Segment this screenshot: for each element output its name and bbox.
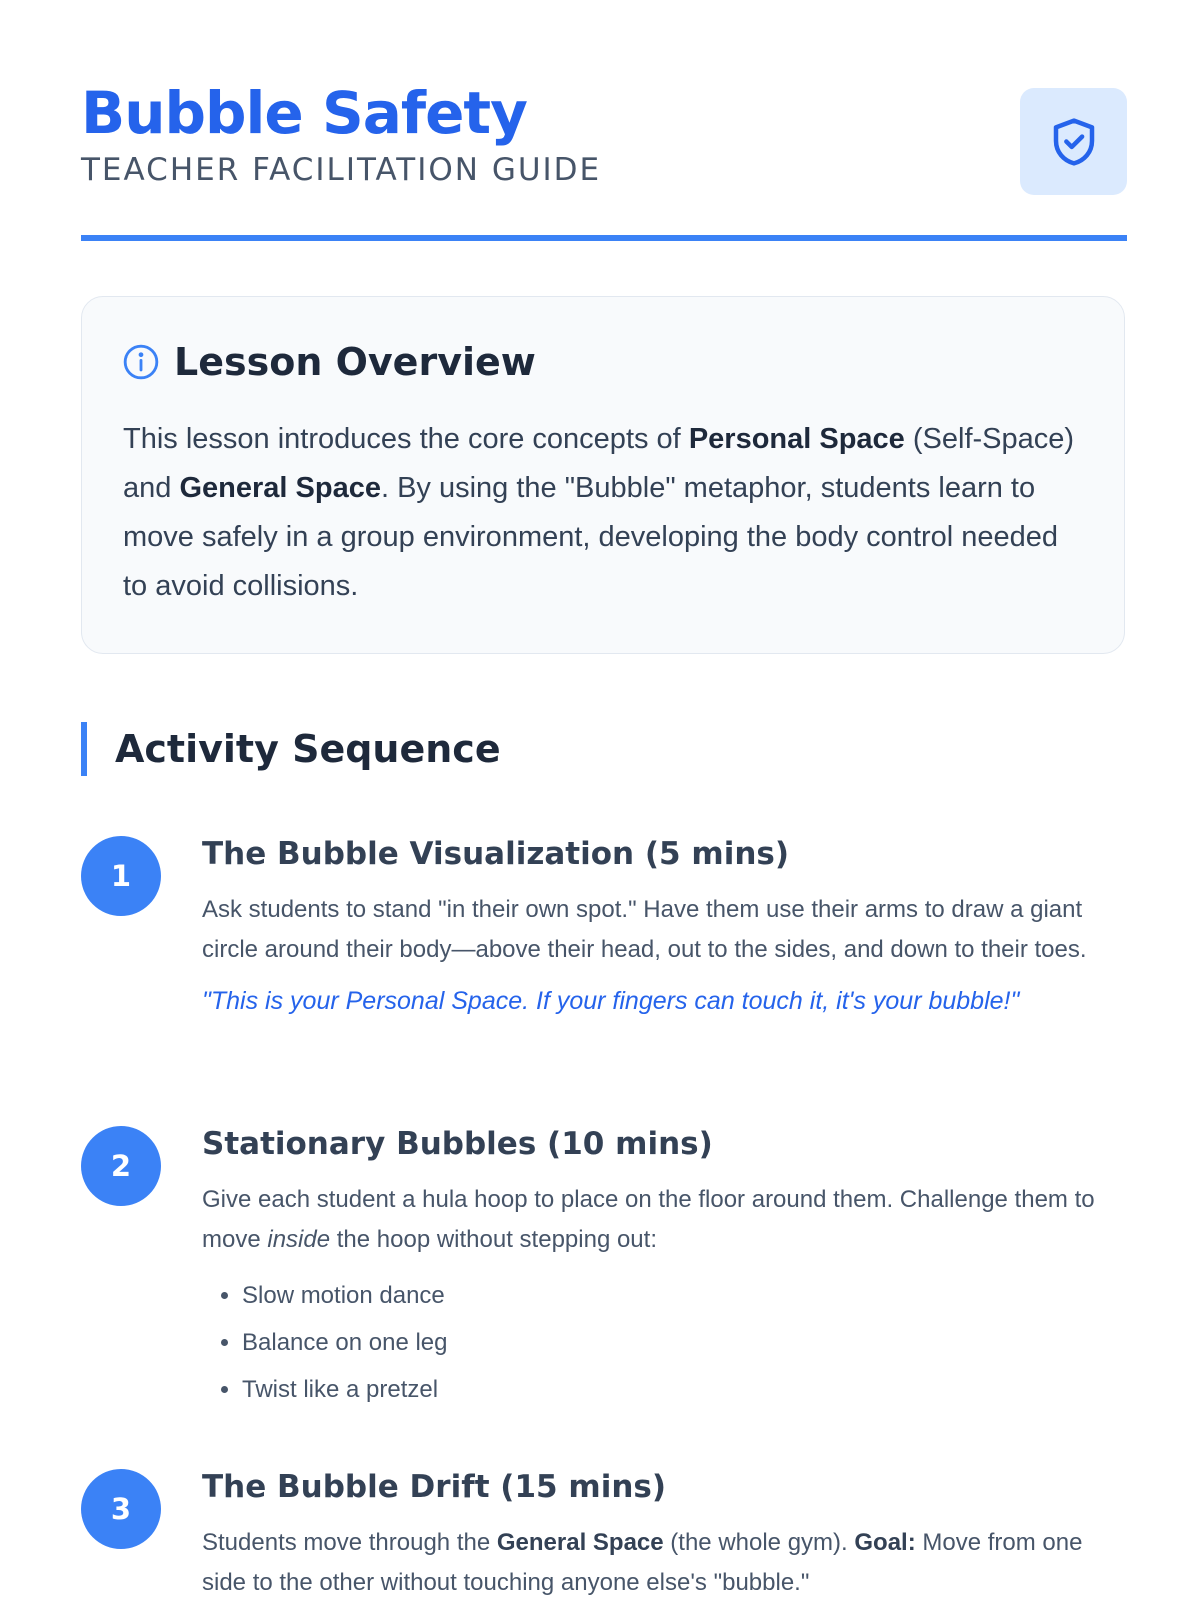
info-icon [122, 343, 160, 381]
page-header [81, 80, 1127, 240]
step-text-part: Move from one side to the other without touching anyone else's "bubble." [202, 1529, 1083, 1596]
shield-badge [1020, 88, 1127, 195]
step-bullet-list [202, 1272, 1127, 1413]
page-title: Bubble Safety [81, 79, 527, 147]
step-bold-term: General Space [496, 1529, 664, 1556]
step-description [202, 1180, 1127, 1260]
step-text-part: Students move through the [202, 1529, 497, 1556]
step-number-badge: 2 [81, 1126, 161, 1206]
step-number-badge: 1 [81, 836, 161, 916]
section-accent-bar [81, 722, 87, 776]
overview-bold-term: Personal Space [688, 423, 905, 455]
overview-text [123, 415, 1083, 611]
page-subtitle: TEACHER FACILITATION GUIDE [81, 152, 602, 188]
overview-text-part: . By using the "Bubble" metaphor, students learn to move safely in a group environment, developing the body control needed to avoid collisions. [123, 472, 1059, 602]
step-number-badge: 3 [81, 1469, 161, 1549]
overview-text-part: (Self-Space) and [123, 423, 1075, 504]
overview-title: Lesson Overview [174, 340, 536, 384]
list-item: • Balance on one leg [242, 1319, 1127, 1366]
overview-bold-term: General Space [179, 472, 381, 504]
step-quote: "This is your Personal Space. If your fingers can touch it, it's your bubble!" [202, 987, 1020, 1015]
step-description [202, 1523, 1127, 1603]
step-title: Stationary Bubbles (10 mins) [202, 1126, 713, 1162]
step-body [202, 1465, 1127, 1603]
lesson-overview-card [81, 296, 1125, 654]
step-body [202, 832, 1127, 1020]
shield-check-icon [1047, 115, 1101, 169]
step-title: The Bubble Visualization (5 mins) [202, 836, 790, 872]
step-title: The Bubble Drift (15 mins) [202, 1469, 667, 1505]
section-title: Activity Sequence [115, 727, 501, 771]
step-text-part: the hoop without stepping out: [330, 1226, 657, 1253]
list-item: • Twist like a pretzel [242, 1366, 1127, 1413]
overview-heading [122, 337, 536, 387]
step-text-part: Give each student a hula hoop to place on the floor around them. Challenge them to move [202, 1186, 1095, 1253]
header-divider [81, 235, 1127, 241]
step-text-part: (the whole gym). [663, 1529, 855, 1556]
overview-text-part: This lesson introduces the core concepts of [123, 423, 689, 455]
step-body [202, 1122, 1127, 1413]
step-emphasis: inside [267, 1226, 331, 1253]
step-bold-term: Goal: [854, 1529, 916, 1556]
list-item: • Slow motion dance [242, 1272, 1127, 1319]
step-description: Ask students to stand "in their own spot." Have them use their arms to draw a giant circle around their body—above their head, out to the sides, and down to their toes. [202, 896, 1087, 963]
